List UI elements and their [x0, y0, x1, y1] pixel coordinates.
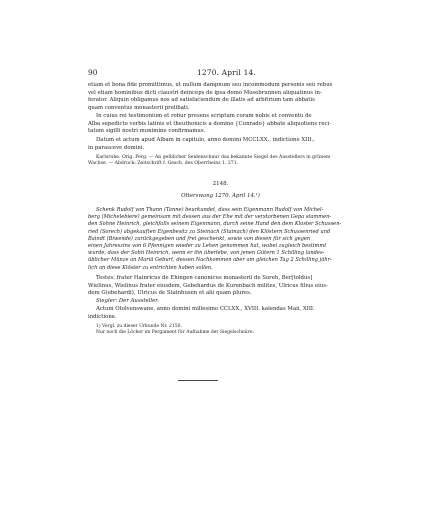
text-line: indictione.: [88, 313, 117, 320]
text-line: Baindt (Biwende) zurückgegeben und frei geschenkt, sowie von diesen für sich gegen: [88, 235, 311, 242]
text-line: Actum Otolvenswane, anno domini millesimo CCLXX., XVIII. kalendas Maii, XIII.: [96, 306, 315, 312]
footnote-2: Nur noch die Löcher im Pergament für Aufnahme der Siegelschnüre.: [96, 330, 254, 336]
text-line: berg (Michelebiere) gemeinsam mit dessen aus der Ehe mit der verstorbenen Gepa stammen-: [88, 214, 332, 221]
text-line: Karlsruhe. Orig. Perg. — An gelblicher Seidenschnur das bekannte Siegel des Ausstellers in grünem: [96, 155, 331, 160]
text-line: dem G(ebehardi), Ulricus de Stainhusen et alii quam plures.: [88, 290, 252, 297]
text-line: quam conventus monasterii prelibati.: [88, 104, 190, 111]
page-number: 90: [88, 68, 98, 77]
text-line: etiam et bona fide promittimus, ut nullum dampnum seu incommodum personis seu rebus: [88, 82, 333, 88]
testes-paragraph: [88, 275, 353, 298]
datum-paragraph: [88, 137, 353, 152]
divider-rule: [178, 380, 218, 381]
text-line: in parasceve domini.: [88, 144, 145, 151]
text-line: tatum sigilli nostri munimine confirmamus.: [88, 128, 206, 135]
text-line: wurde, dass der Sohn Heinrich, wenn er ihn überlebe, von jenen Gütern 1 Schilling landes-: [88, 250, 325, 257]
text-line: den Sohne Heinrich, gleichfalls seinem Eigenmann, durch seine Hand den dem Kloster Schussen-: [88, 221, 342, 228]
document-number: 2148.: [212, 181, 229, 187]
text-line: In cuius rei testimonium et robur presens scriptum coram nobis et conventu de: [96, 113, 312, 119]
footnotes: [88, 324, 353, 336]
text-line: ferator. Aliquin obligamus nos ad satisfaciendum de illatis ad arbitrium tam abbatis: [88, 97, 315, 104]
text-line: lich an diese Klöster zu entrichten haben sollen.: [88, 264, 213, 271]
archive-note: [88, 155, 353, 168]
page-header: [88, 68, 353, 80]
footnote-1: 1) Vergl. zu dieser Urkunde Nr. 2150.: [96, 324, 182, 329]
text-line: Schenk Rudolf von Thann (Tanne) beurkundet, dass sein Eigenmann Rudolf von Michel-: [96, 207, 324, 213]
testimony-paragraph: [88, 113, 353, 136]
text-line: Alba sepedicto verbis latinis et theuthonicis a domino {Cunrado} abbate aliquotiens reci-: [88, 120, 332, 127]
running-title: 1270. April 14.: [197, 68, 256, 77]
text-line: einen Jahreszins von 6 Pfennigen wieder zu Lehen genommen hat, wobei zugleich bestimmt: [88, 243, 327, 250]
text-line: Wielinus, Wielinus frater eiusdem, Gebehardus de Kurenbach milites, Ulricus filius eius-: [88, 282, 328, 289]
text-line: ried (Sorech) abgekauften Eigenbesitz zu Steinach (Stainach) den Klöstern Schussenried und: [88, 228, 331, 235]
carryover-paragraph: [88, 82, 353, 112]
siegler-line: [88, 298, 353, 306]
text-line: üblicher Münze an Mariä Geburt, dessen Nachkommen aber am gleichen Tag 2 Schilling jähr-: [88, 257, 332, 264]
actum-paragraph: [88, 306, 353, 321]
text-line: vel etiam hominibus dicti claustri deinceps de ipsa domo Mosebrunnen aliquatinus in-: [88, 89, 322, 96]
dateline: Otterswang 1270. April 14.¹): [181, 193, 260, 199]
text-line: Datum et actum apud Albam in capitulo, anno domini MCCLXX., indictione XIII.,: [96, 137, 315, 143]
text-line: Wachse. — Abdruck: Zeitschrift f. Gesch. des Oberrheins 1, 271.: [88, 161, 239, 167]
text-line: Testes: frater Hainricus de Ehingen canonicus monasterii de Soreh, Ber[toldus]: [96, 275, 313, 281]
regest-paragraph: [88, 207, 353, 272]
text-line: Siegler: Der Aussteller.: [96, 298, 159, 304]
